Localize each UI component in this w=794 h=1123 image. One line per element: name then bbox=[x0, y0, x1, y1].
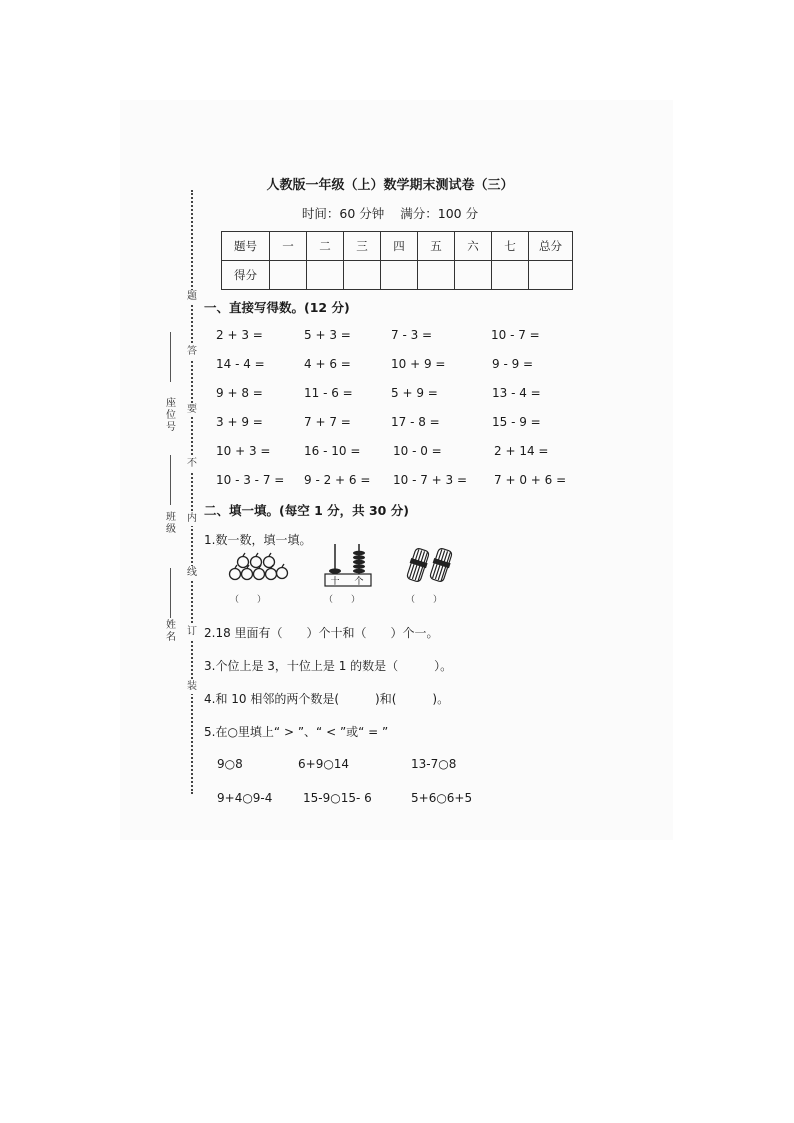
calc-item: 17 - 8 = bbox=[391, 415, 440, 429]
calc-item: 9 - 2 + 6 = bbox=[304, 473, 371, 487]
binding-char: 订 bbox=[184, 625, 200, 639]
binding-char: 题 bbox=[184, 290, 200, 304]
calc-item: 11 - 6 = bbox=[304, 386, 353, 400]
calc-item: 10 + 3 = bbox=[216, 444, 271, 458]
stick-bundles-picture bbox=[406, 546, 458, 584]
calc-item: 14 - 4 = bbox=[216, 357, 265, 371]
score-cell[interactable] bbox=[418, 261, 455, 290]
score-cell[interactable] bbox=[307, 261, 344, 290]
calc-item: 7 + 7 = bbox=[304, 415, 351, 429]
calc-item: 9 - 9 = bbox=[492, 357, 534, 371]
calc-item: 10 - 7 = bbox=[491, 328, 540, 342]
score-cell[interactable] bbox=[529, 261, 573, 290]
binding-char: 要 bbox=[184, 403, 200, 417]
question-3: 3.个位上是 3，十位上是 1 的数是（ ）。 bbox=[204, 659, 453, 673]
question-1: 1.数一数，填一填。 bbox=[204, 533, 312, 547]
abacus-tens-label: 十 bbox=[330, 577, 340, 587]
seat-number-label: 座位号 bbox=[166, 398, 176, 433]
calc-item: 4 + 6 = bbox=[304, 357, 351, 371]
name-line bbox=[170, 568, 171, 618]
calc-item: 10 - 0 = bbox=[393, 444, 442, 458]
binding-dotted-line bbox=[191, 190, 193, 794]
score-header-cell: 七 bbox=[492, 232, 529, 261]
compare-item: 9+4○9-4 bbox=[217, 791, 273, 805]
exam-time: 时间：60 分钟 bbox=[301, 206, 385, 221]
calc-item: 13 - 4 = bbox=[492, 386, 541, 400]
abacus-ones-label: 个 bbox=[354, 577, 364, 587]
binding-char: 答 bbox=[184, 345, 200, 359]
compare-item: 9○8 bbox=[217, 757, 243, 771]
calc-item: 5 + 3 = bbox=[304, 328, 351, 342]
calc-item: 9 + 8 = bbox=[216, 386, 263, 400]
answer-blank[interactable]: （ ） bbox=[406, 595, 443, 605]
binding-char: 线 bbox=[184, 566, 200, 580]
score-cell[interactable] bbox=[344, 261, 381, 290]
binding-char: 内 bbox=[184, 512, 200, 526]
calc-item: 16 - 10 = bbox=[304, 444, 361, 458]
score-header-cell: 六 bbox=[455, 232, 492, 261]
compare-item: 15-9○15- 6 bbox=[303, 791, 372, 805]
name-label: 姓名 bbox=[166, 620, 176, 643]
calc-item: 2 + 3 = bbox=[216, 328, 263, 342]
calc-item: 10 + 9 = bbox=[391, 357, 446, 371]
compare-item: 5+6○6+5 bbox=[411, 791, 473, 805]
calc-item: 7 + 0 + 6 = bbox=[494, 473, 567, 487]
section1-title: 一、直接写得数。(12 分) bbox=[204, 300, 350, 315]
calc-item: 15 - 9 = bbox=[492, 415, 541, 429]
calc-item: 5 + 9 = bbox=[391, 386, 438, 400]
question-2: 2.18 里面有（ ）个十和（ ）个一。 bbox=[204, 626, 439, 640]
abacus-picture bbox=[322, 542, 374, 588]
score-row-label: 得分 bbox=[222, 261, 270, 290]
score-table bbox=[221, 231, 573, 290]
score-header-cell: 四 bbox=[381, 232, 418, 261]
calc-item: 2 + 14 = bbox=[494, 444, 549, 458]
answer-blank[interactable]: （ ） bbox=[324, 595, 361, 605]
score-header-cell: 二 bbox=[307, 232, 344, 261]
class-line bbox=[170, 455, 171, 505]
question-4: 4.和 10 相邻的两个数是( )和( )。 bbox=[204, 692, 450, 706]
calc-item: 3 + 9 = bbox=[216, 415, 263, 429]
binding-char: 装 bbox=[184, 680, 200, 694]
calc-item: 10 - 3 - 7 = bbox=[216, 473, 285, 487]
exam-title: 人教版一年级（上）数学期末测试卷（三） bbox=[266, 178, 514, 193]
score-table-header-row bbox=[222, 232, 573, 261]
compare-item: 6+9○14 bbox=[298, 757, 350, 771]
compare-item: 13-7○8 bbox=[411, 757, 457, 771]
score-cell[interactable] bbox=[381, 261, 418, 290]
class-label: 班级 bbox=[166, 512, 176, 535]
exam-subtitle bbox=[180, 204, 600, 222]
score-cell[interactable] bbox=[455, 261, 492, 290]
calc-item: 7 - 3 = bbox=[391, 328, 433, 342]
score-header-cell: 三 bbox=[344, 232, 381, 261]
score-header-cell: 五 bbox=[418, 232, 455, 261]
score-header-cell: 总分 bbox=[529, 232, 573, 261]
score-cell[interactable] bbox=[492, 261, 529, 290]
binding-char: 不 bbox=[184, 457, 200, 471]
calc-item: 10 - 7 + 3 = bbox=[393, 473, 468, 487]
answer-blank[interactable]: （ ） bbox=[230, 595, 267, 605]
score-header-cell: 题号 bbox=[222, 232, 270, 261]
apples-picture bbox=[226, 550, 290, 584]
question-5: 5.在○里填上“ > ”、“ < ”或“ = ” bbox=[204, 725, 389, 739]
score-table-score-row bbox=[222, 261, 573, 290]
score-cell[interactable] bbox=[270, 261, 307, 290]
exam-full-score: 满分：100 分 bbox=[400, 206, 479, 221]
score-header-cell: 一 bbox=[270, 232, 307, 261]
section2-title: 二、填一填。(每空 1 分，共 30 分) bbox=[204, 503, 409, 518]
seat-number-line bbox=[170, 332, 171, 382]
